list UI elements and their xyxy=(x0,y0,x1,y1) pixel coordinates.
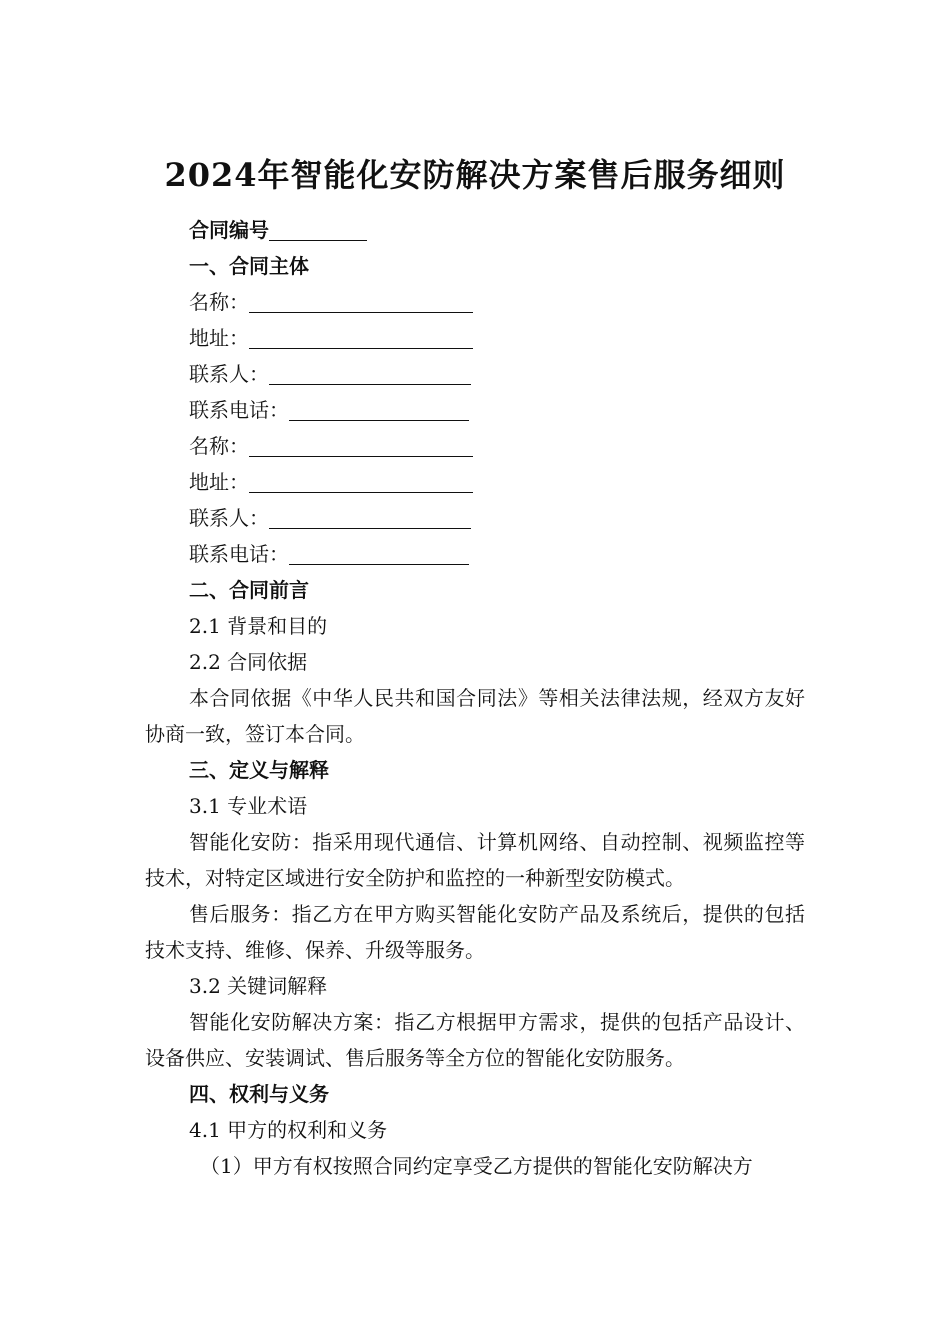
subsection-2-2: 2.2 合同依据 xyxy=(189,650,308,674)
document-title: 2024年智能化安防解决方案售后服务细则 xyxy=(164,156,786,194)
list-item-1: （1）甲方有权按照合同约定享受乙方提供的智能化安防解决方 xyxy=(200,1154,753,1178)
subsection-3-2: 3.2 关键词解释 xyxy=(189,974,328,998)
section-heading-2: 二、合同前言 xyxy=(189,578,309,602)
section-heading-1: 一、合同主体 xyxy=(189,254,309,278)
party-b-contact-blank xyxy=(269,504,471,529)
party-a-contact-label: 联系人： xyxy=(189,362,269,386)
contract-number-blank xyxy=(269,216,367,241)
paragraph-definition-security: 智能化安防：指采用现代通信、计算机网络、自动控制、视频监控等技术，对特定区域进行安全防护和监控的一种新型安防模式。 xyxy=(145,830,805,890)
party-b-contact-label: 联系人： xyxy=(189,506,269,530)
party-b-name-label: 名称： xyxy=(189,434,249,458)
party-a-contact-blank xyxy=(269,360,471,385)
party-b-name-blank xyxy=(249,432,473,457)
party-a-name-label: 名称： xyxy=(189,290,249,314)
party-a-name-field xyxy=(189,284,473,320)
party-b-contact-field xyxy=(189,500,471,536)
paragraph-basis: 本合同依据《中华人民共和国合同法》等相关法律法规，经双方友好协商一致，签订本合同。 xyxy=(145,686,805,746)
party-b-address-blank xyxy=(249,468,473,493)
party-a-name-blank xyxy=(249,288,473,313)
party-a-phone-field xyxy=(189,392,469,428)
contract-number-label: 合同编号 xyxy=(189,218,269,242)
paragraph-definition-solution: 智能化安防解决方案：指乙方根据甲方需求，提供的包括产品设计、设备供应、安装调试、售后服务等全方位的智能化安防服务。 xyxy=(145,1010,805,1070)
party-b-address-label: 地址： xyxy=(189,470,249,494)
party-b-address-field xyxy=(189,464,473,500)
paragraph-definition-service: 售后服务：指乙方在甲方购买智能化安防产品及系统后，提供的包括技术支持、维修、保养、升级等服务。 xyxy=(145,902,805,962)
party-a-address-label: 地址： xyxy=(189,326,249,350)
subsection-3-1: 3.1 专业术语 xyxy=(189,794,308,818)
party-a-address-field xyxy=(189,320,473,356)
section-heading-3: 三、定义与解释 xyxy=(189,758,329,782)
party-a-phone-label: 联系电话： xyxy=(189,398,289,422)
contract-number-field xyxy=(189,212,367,248)
party-b-name-field xyxy=(189,428,473,464)
party-a-contact-field xyxy=(189,356,471,392)
party-b-phone-field xyxy=(189,536,469,572)
subsection-2-1: 2.1 背景和目的 xyxy=(189,614,328,638)
party-b-phone-blank xyxy=(289,540,469,565)
party-b-phone-label: 联系电话： xyxy=(189,542,289,566)
subsection-4-1: 4.1 甲方的权利和义务 xyxy=(189,1118,388,1142)
party-a-phone-blank xyxy=(289,396,469,421)
section-heading-4: 四、权利与义务 xyxy=(189,1082,329,1106)
party-a-address-blank xyxy=(249,324,473,349)
